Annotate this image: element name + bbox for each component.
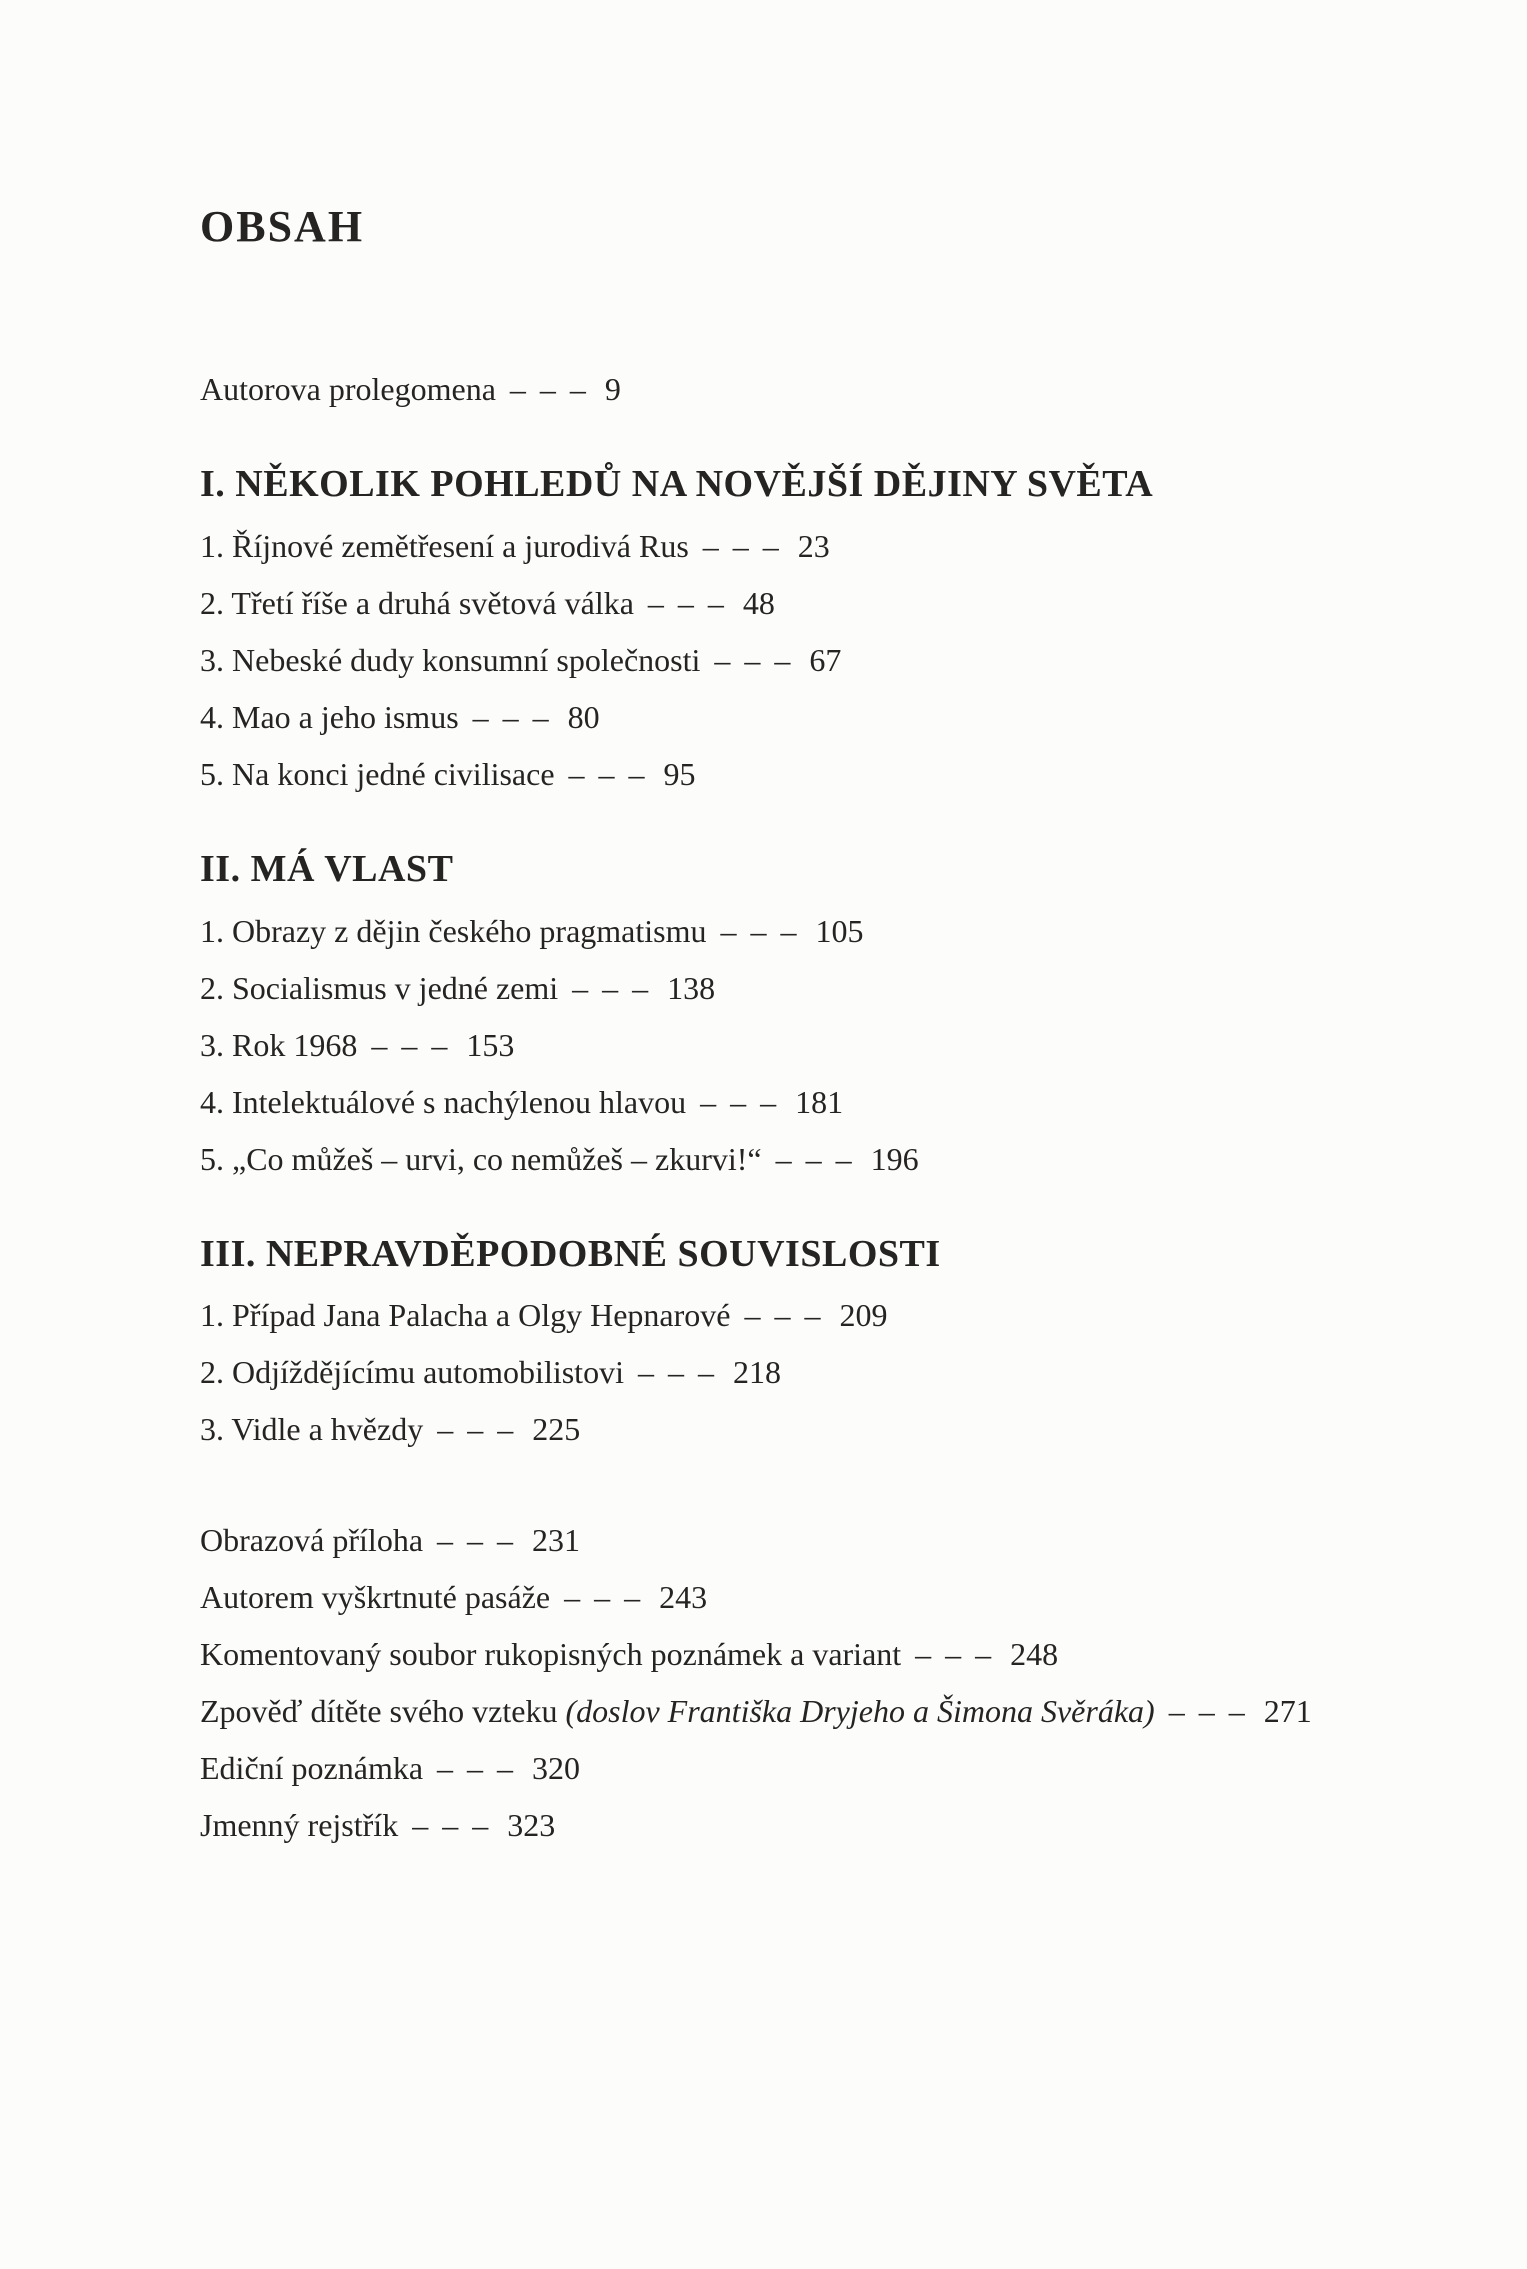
- toc-entry: [200, 689, 1497, 746]
- toc-entry-label: Obrazová příloha: [200, 1522, 424, 1559]
- dash-separator: – – –: [702, 527, 782, 564]
- dash-separator: – – –: [775, 1140, 855, 1177]
- toc-entry-page: 138: [667, 969, 716, 1006]
- section-heading: II. MÁ VLAST: [200, 847, 454, 890]
- toc-entry-label: 2. Odjíždějícímu automobilistovi: [200, 1354, 624, 1391]
- toc-entry-page: 218: [732, 1354, 781, 1391]
- toc-entry-page: 320: [532, 1750, 581, 1787]
- toc-entry: [200, 1401, 1497, 1458]
- section-1: [200, 464, 1497, 803]
- dash-separator: – – –: [564, 1579, 644, 1616]
- toc-entry-label: 3. Rok 1968: [200, 1026, 358, 1063]
- toc-entry-page: 181: [795, 1083, 844, 1120]
- toc-entry: [200, 1017, 1497, 1074]
- toc-entry-page: 23: [797, 527, 830, 564]
- toc-entry: [200, 632, 1497, 689]
- toc-entry-label: 5. „Co můžeš – urvi, co nemůžeš – zkurvi!“: [200, 1140, 762, 1177]
- toc-entry-label: 1. Obrazy z dějin českého pragmatismu: [200, 912, 707, 949]
- toc-entry: [200, 1569, 1497, 1626]
- toc-entry-page: 323: [507, 1807, 556, 1844]
- toc-entry-label: 4. Intelektuálové s nachýlenou hlavou: [200, 1083, 687, 1120]
- dash-separator: – – –: [744, 1297, 824, 1334]
- dash-separator: – – –: [700, 1083, 780, 1120]
- dash-separator: – – –: [437, 1522, 517, 1559]
- toc-entry: [200, 746, 1497, 803]
- toc-entry-page: 80: [567, 698, 600, 735]
- toc-entry: [200, 960, 1497, 1017]
- section-3: [200, 1234, 1497, 1459]
- toc-entry-label: Komentovaný soubor rukopisných poznámek a variant: [200, 1636, 902, 1673]
- toc-entry: [200, 361, 1497, 418]
- toc-entry-label: 1. Případ Jana Palacha a Olgy Hepnarové: [200, 1297, 731, 1334]
- toc-entry: [200, 1287, 1497, 1344]
- toc-entry-label: 5. Na konci jedné civilisace: [200, 755, 555, 792]
- toc-entry-page: 271: [1263, 1693, 1312, 1730]
- toc-entry-label: 3. Nebeské dudy konsumní společnosti: [200, 641, 701, 678]
- toc-entry-page: 231: [532, 1522, 581, 1559]
- toc-entry-page: 153: [466, 1026, 515, 1063]
- dash-separator: – – –: [437, 1750, 517, 1787]
- toc-entry: [200, 1512, 1497, 1569]
- toc-entry-page: 209: [839, 1297, 888, 1334]
- dash-separator: – – –: [437, 1411, 517, 1448]
- toc-entry-page: 196: [870, 1140, 919, 1177]
- toc-entry: [200, 1740, 1497, 1797]
- toc-entry: [200, 1074, 1497, 1131]
- toc-entry-page: 225: [532, 1411, 581, 1448]
- toc-entry: [200, 518, 1497, 575]
- toc-entry: [200, 1797, 1497, 1854]
- back-matter: [200, 1512, 1497, 1854]
- toc-entry-page: 105: [815, 912, 864, 949]
- toc-entry-page: 248: [1010, 1636, 1059, 1673]
- toc-entry-page: 67: [809, 641, 842, 678]
- toc-entry-label: Jmenný rejstřík: [200, 1807, 399, 1844]
- dash-separator: – – –: [714, 641, 794, 678]
- toc-entry: [200, 1683, 1497, 1740]
- section-2: [200, 849, 1497, 1188]
- toc-entry-label: Ediční poznámka: [200, 1750, 424, 1787]
- toc-entry-label-italic: (doslov Františka Dryjeho a Šimona Svěráka): [565, 1693, 1155, 1730]
- dash-separator: – – –: [509, 371, 589, 407]
- page-title: OBSAH: [200, 202, 365, 251]
- dash-separator: – – –: [568, 755, 648, 792]
- section-heading: I. NĚKOLIK POHLEDŮ NA NOVĚJŠÍ DĚJINY SVĚTA: [200, 463, 1154, 505]
- toc-entry: [200, 1344, 1497, 1401]
- front-matter: [200, 361, 1497, 418]
- dash-separator: – – –: [647, 584, 727, 621]
- dash-separator: – – –: [572, 969, 652, 1006]
- toc-entry-page: 95: [663, 755, 696, 792]
- toc-entry: [200, 1131, 1497, 1188]
- toc-entry-label: Autorem vyškrtnuté pasáže: [200, 1579, 551, 1616]
- toc-entry-label: 1. Říjnové zemětřesení a jurodivá Rus: [200, 527, 689, 564]
- toc-entry-page: 9: [604, 371, 621, 407]
- toc-entry: [200, 1626, 1497, 1683]
- toc-entry-page: 48: [742, 584, 775, 621]
- toc-entry: [200, 575, 1497, 632]
- dash-separator: – – –: [1168, 1693, 1248, 1730]
- dash-separator: – – –: [915, 1636, 995, 1673]
- toc-entry-label: Zpověď dítěte svého vzteku: [200, 1693, 558, 1730]
- dash-separator: – – –: [720, 912, 800, 949]
- toc-entry-label: 3. Vidle a hvězdy: [200, 1411, 424, 1448]
- toc-entry: [200, 903, 1497, 960]
- toc-entry-label: 2. Třetí říše a druhá světová válka: [200, 584, 634, 621]
- dash-separator: – – –: [637, 1354, 717, 1391]
- dash-separator: – – –: [472, 698, 552, 735]
- toc-entry-label: Autorova prolegomena: [200, 371, 496, 407]
- toc-entry-label: 4. Mao a jeho ismus: [200, 698, 459, 735]
- dash-separator: – – –: [412, 1807, 492, 1844]
- toc-entry-page: 243: [659, 1579, 708, 1616]
- dash-separator: – – –: [371, 1026, 451, 1063]
- section-heading: III. NEPRAVDĚPODOBNÉ SOUVISLOSTI: [200, 1232, 941, 1275]
- toc-entry-label: 2. Socialismus v jedné zemi: [200, 969, 559, 1006]
